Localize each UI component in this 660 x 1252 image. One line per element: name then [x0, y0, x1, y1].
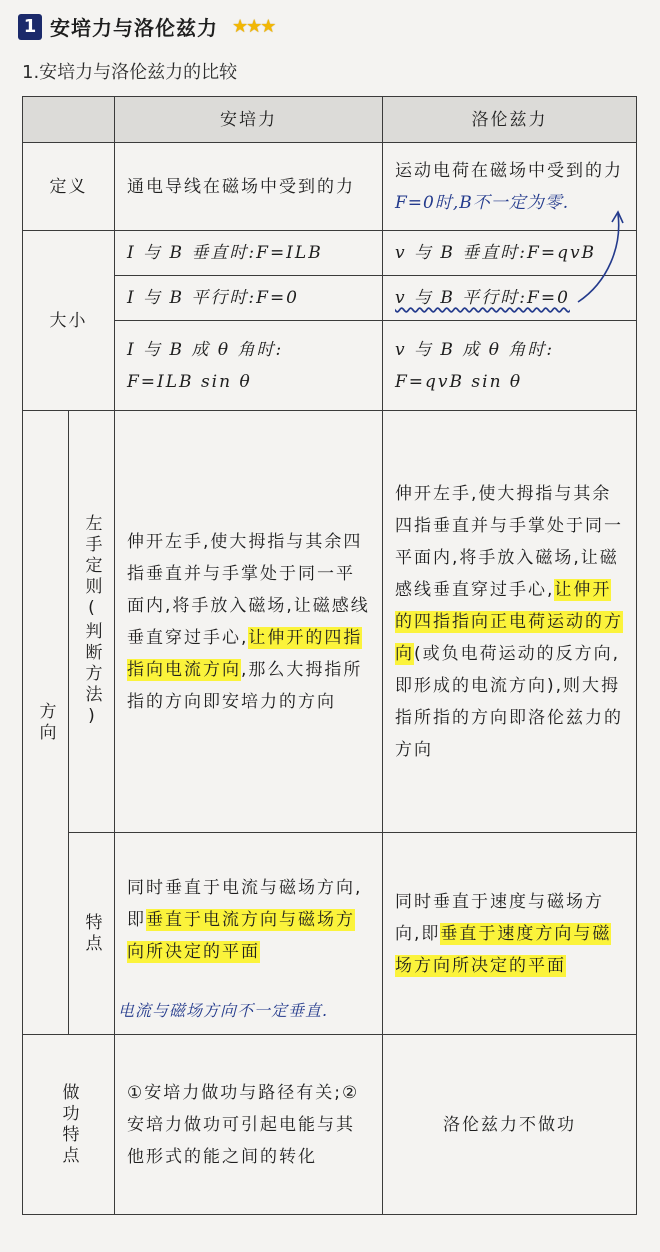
column-header-lorentz: 洛伦兹力: [383, 97, 637, 143]
column-header-ampere: 安培力: [115, 97, 383, 143]
table-header-row: [23, 97, 637, 143]
work-ampere: ①安培力做功与路径有关;②安培力做功可引起电能与其他形式的能之间的转化: [115, 1035, 383, 1215]
sub-label-left-hand-rule: [69, 411, 115, 833]
feature-ampere-highlight: 垂直于电流方向与磁场方向所决定的平面: [127, 909, 355, 962]
size-lorentz-perpendicular: v 与 B 垂直时:F=qvB: [383, 231, 637, 276]
rule-ampere: [115, 411, 383, 833]
difficulty-stars-icon: ★★★: [232, 16, 275, 37]
rule-lorentz-highlight: 让伸开的四指指向正电荷运动的方向: [395, 579, 623, 664]
size-lorentz-angle-line1: v 与 B 成 θ 角时:: [395, 339, 555, 360]
handwritten-arrow-icon: [560, 196, 640, 306]
row-label-direction-text: 方向: [35, 701, 56, 744]
row-size-parallel: [23, 276, 637, 321]
rule-ampere-text-b: ,那么大拇指所指的方向即安培力的方向: [127, 659, 363, 712]
row-size-angle: [23, 321, 637, 411]
section-number-badge: 1: [18, 14, 42, 40]
size-ampere-angle: [115, 321, 383, 411]
row-size-perpendicular: [23, 231, 637, 276]
row-work: [23, 1035, 637, 1215]
sub-label-feature-text: 特点: [81, 912, 102, 955]
feature-lorentz-highlight: 垂直于速度方向与磁场方向所决定的平面: [395, 923, 612, 976]
size-ampere-perpendicular: I 与 B 垂直时:F=ILB: [115, 231, 383, 276]
size-ampere-parallel: I 与 B 平行时:F=0: [115, 276, 383, 321]
comparison-table: [22, 96, 637, 1215]
work-lorentz: 洛伦兹力不做功: [383, 1035, 637, 1215]
size-lorentz-angle-line2: F=qvB sin θ: [395, 371, 523, 392]
row-label-size: 大小: [23, 231, 115, 411]
row-label-work-text: 做功特点: [58, 1082, 79, 1167]
row-label-definition: 定义: [23, 143, 115, 231]
handwritten-note-b-nonzero: F=0时,B不一定为零.: [395, 192, 570, 213]
row-direction-rule: [23, 411, 637, 833]
rule-ampere-highlight: 让伸开的四指指向电流方向: [127, 627, 363, 680]
rule-lorentz-text-b: (或负电荷运动的反方向,即形成的电流方向),则大拇指所指的方向即洛伦兹力的方向: [395, 643, 623, 760]
rule-lorentz-text-a: 伸开左手,使大拇指与其余四指垂直并与手掌处于同一平面内,将手放入磁场,让磁感线垂直穿过手心,: [395, 483, 623, 600]
row-definition: [23, 143, 637, 231]
definition-ampere: 通电导线在磁场中受到的力: [115, 143, 383, 231]
row-label-work: [23, 1035, 115, 1215]
definition-lorentz-text: 运动电荷在磁场中受到的力: [395, 160, 623, 181]
section-heading: [18, 12, 274, 41]
rule-ampere-text-a: 伸开左手,使大拇指与其余四指垂直并与手掌处于同一平面内,将手放入磁场,让磁感线垂直穿过手心,: [127, 531, 370, 648]
size-ampere-angle-line1: I 与 B 成 θ 角时:: [127, 339, 284, 360]
size-lorentz-angle: [383, 321, 637, 411]
feature-ampere-text: 同时垂直于电流与磁场方向,即: [127, 877, 363, 930]
section-title: 安培力与洛伦兹力: [50, 16, 218, 40]
handwritten-note-current-field: 电流与磁场方向不一定垂直.: [118, 1001, 329, 1020]
subsection-title: 1.安培力与洛伦兹力的比较: [22, 62, 238, 83]
sub-label-feature: [69, 833, 115, 1035]
table-corner-cell: [23, 97, 115, 143]
sub-label-left-hand-rule-text: 左手定则(判断方法): [81, 513, 102, 730]
row-direction-feature: [23, 833, 637, 1035]
row-label-direction: [23, 411, 69, 1035]
feature-lorentz-text: 同时垂直于速度与磁场方向,即: [395, 891, 604, 944]
size-ampere-angle-line2: F=ILB sin θ: [127, 371, 252, 392]
size-lorentz-parallel-text: v 与 B 平行时:F=0: [395, 288, 570, 308]
rule-lorentz: [383, 411, 637, 833]
feature-lorentz: [383, 833, 637, 1035]
